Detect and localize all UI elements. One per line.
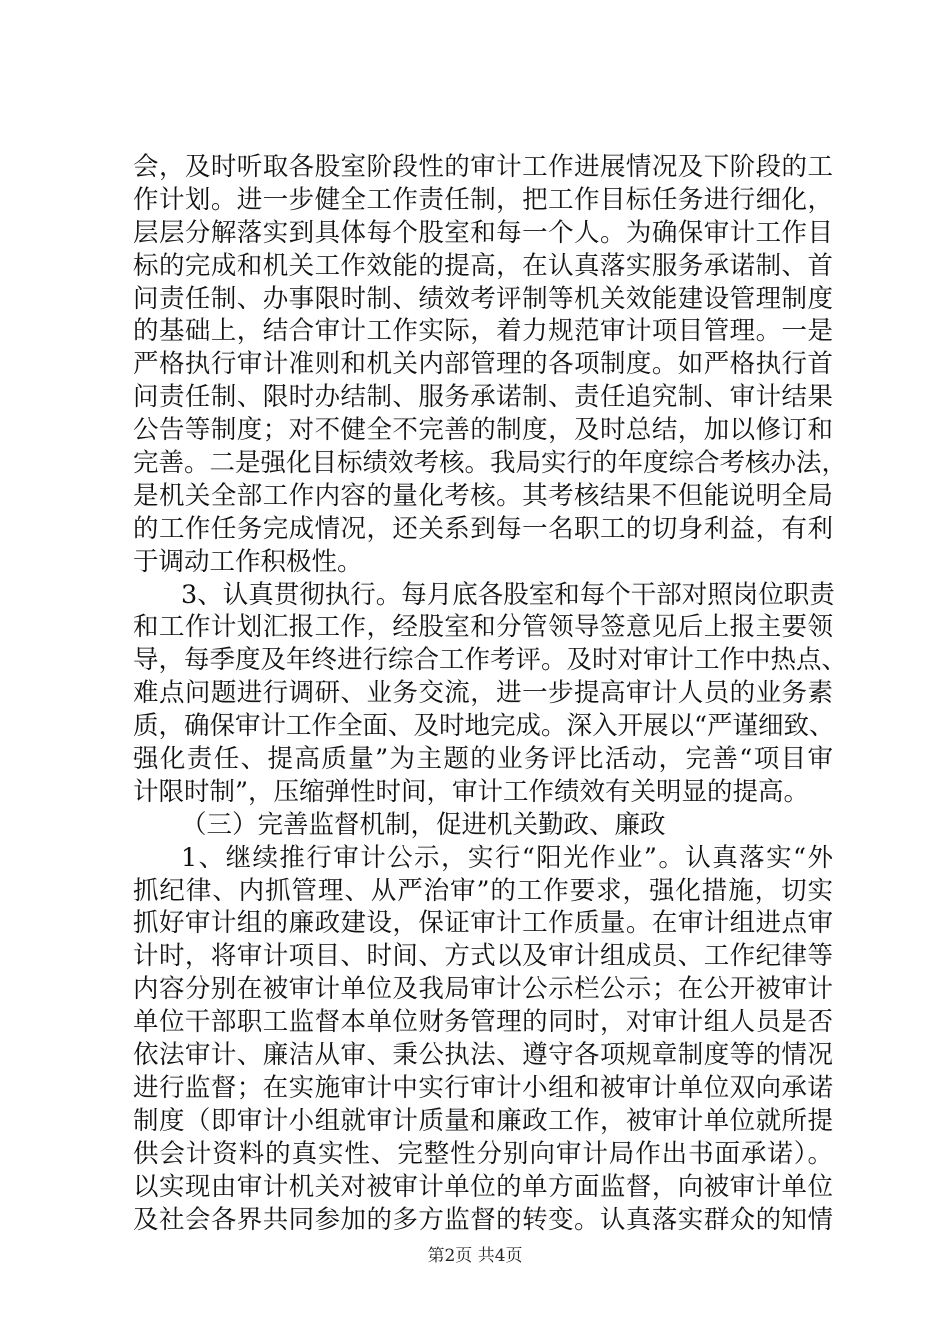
text-line: 难点问题进行调研、业务交流，进一步提高审计人员的业务素 bbox=[133, 678, 833, 709]
paragraph-start-line: 3、认真贯彻执行。每月底各股室和每个干部对照岗位职责 bbox=[181, 579, 835, 610]
text-line: 及社会各界共同参加的多方监督的转变。认真落实群众的知情 bbox=[133, 1204, 833, 1235]
text-line: 的工作任务完成情况，还关系到每一名职工的切身利益，有利 bbox=[133, 513, 833, 544]
text-line: 单位干部职工监督本单位财务管理的同时，对审计组人员是否 bbox=[133, 1007, 833, 1038]
text-line: 计限时制”，压缩弹性时间，审计工作绩效有关明显的提高。 bbox=[133, 776, 810, 807]
paragraph-start-line: 1、继续推行审计公示，实行“阳光作业”。认真落实“外 bbox=[181, 842, 833, 873]
text-line: 供会计资料的真实性、完整性分别向审计局作出书面承诺）。 bbox=[133, 1138, 833, 1169]
text-line: 计时，将审计项目、时间、方式以及审计组成员、工作纪律等 bbox=[133, 941, 833, 972]
text-line: 导，每季度及年终进行综合工作考评。及时对审计工作中热点、 bbox=[133, 645, 848, 676]
text-line: 质，确保审计工作全面、及时地完成。深入开展以“严谨细致、 bbox=[133, 711, 835, 742]
text-line: 的基础上，结合审计工作实际，着力规范审计项目管理。一是 bbox=[133, 316, 833, 347]
text-line: 会，及时听取各股室阶段性的审计工作进展情况及下阶段的工 bbox=[133, 152, 833, 182]
text-line: 严格执行审计准则和机关内部管理的各项制度。如严格执行首 bbox=[133, 349, 833, 380]
text-line: 于调动工作积极性。 bbox=[133, 546, 363, 577]
text-line: 和工作计划汇报工作，经股室和分管领导签意见后上报主要领 bbox=[133, 612, 833, 643]
text-line: 层层分解落实到具体每个股室和每一个人。为确保审计工作目 bbox=[133, 217, 833, 248]
text-line: 抓纪律、内抓管理、从严治审”的工作要求，强化措施，切实 bbox=[133, 875, 833, 906]
text-line: 以实现由审计机关对被审计单位的单方面监督，向被审计单位 bbox=[133, 1171, 833, 1202]
text-line: 强化责任、提高质量”为主题的业务评比活动，完善“项目审 bbox=[133, 744, 833, 775]
document-body bbox=[133, 151, 848, 1236]
text-line: 问责任制、办事限时制、绩效考评制等机关效能建设管理制度 bbox=[133, 283, 833, 314]
text-line: 抓好审计组的廉政建设，保证审计工作质量。在审计组进点审 bbox=[133, 908, 833, 939]
text-line: 问责任制、限时办结制、服务承诺制、责任追究制、审计结果 bbox=[133, 382, 833, 413]
text-line: 公告等制度；对不健全不完善的制度，及时总结，加以修订和 bbox=[133, 415, 833, 446]
text-line: 内容分别在被审计单位及我局审计公示栏公示；在公开被审计 bbox=[133, 974, 833, 1005]
text-line: 作计划。进一步健全工作责任制，把工作目标任务进行细化， bbox=[133, 184, 833, 215]
text-line: 是机关全部工作内容的量化考核。其考核结果不但能说明全局 bbox=[133, 480, 833, 511]
text-line: 依法审计、廉洁从审、秉公执法、遵守各项规章制度等的情况 bbox=[133, 1040, 833, 1071]
section-heading: （三）完善监督机制，促进机关勤政、廉政 bbox=[181, 809, 666, 840]
text-line: 标的完成和机关工作效能的提高，在认真落实服务承诺制、首 bbox=[133, 250, 833, 281]
text-line: 进行监督；在实施审计中实行审计小组和被审计单位双向承诺 bbox=[133, 1072, 833, 1103]
text-line: 制度（即审计小组就审计质量和廉政工作，被审计单位就所提 bbox=[133, 1105, 833, 1136]
text-line: 完善。二是强化目标绩效考核。我局实行的年度综合考核办法， bbox=[133, 448, 848, 479]
page-footer: 第2页 共4页 bbox=[427, 1246, 523, 1266]
